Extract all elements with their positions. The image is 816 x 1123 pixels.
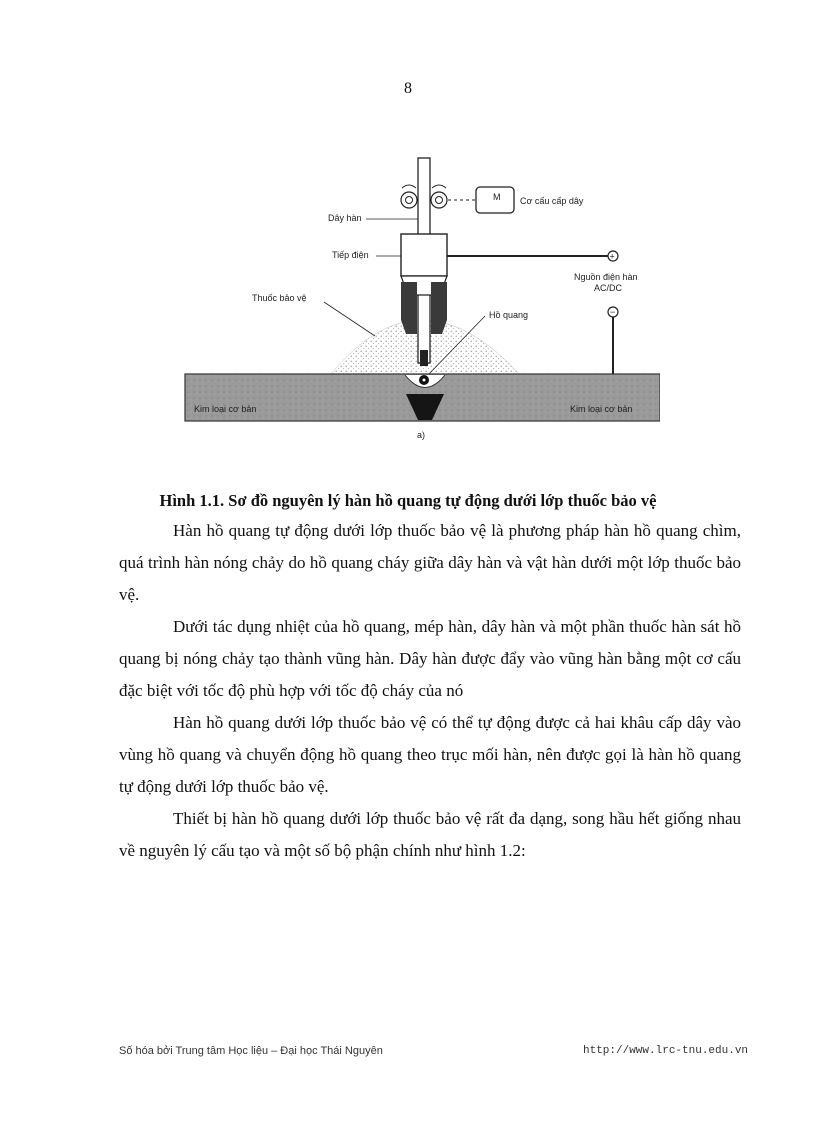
feed-mechanism-label: Cơ cấu cấp dây: [520, 196, 584, 206]
welding-diagram: [180, 150, 660, 460]
sub-figure-label: a): [417, 430, 426, 440]
svg-text:−: −: [610, 307, 616, 317]
paragraph: Hàn hồ quang tự động dưới lớp thuốc bảo vệ là phương pháp hàn hồ quang chìm, quá trình hàn nóng chảy do hồ quang cháy giữa dây hàn và vật hàn dưới một lớp thuốc bảo vệ.: [119, 521, 741, 604]
svg-text:+: +: [609, 251, 615, 262]
base-metal-left-label: Kim loại cơ bản: [194, 404, 257, 414]
page-number: 8: [404, 80, 412, 97]
figure-caption: Hình 1.1. Sơ đồ nguyên lý hàn hồ quang tự động dưới lớp thuốc bảo vệ: [159, 491, 657, 510]
paragraph: Thiết bị hàn hồ quang dưới lớp thuốc bảo vệ rất đa dạng, song hầu hết giống nhau về nguyên lý cấu tạo và một số bộ phận chính như hình 1.2:: [119, 809, 741, 860]
base-metal-right-label: Kim loại cơ bản: [570, 404, 633, 414]
wire-label: Dây hàn: [328, 213, 362, 223]
contact-tip: [401, 234, 447, 276]
paragraph: Hàn hồ quang dưới lớp thuốc bảo vệ có thể tự động được cả hai khâu cấp dây vào vùng hồ quang và chuyển động hồ quang theo trục mối hàn, nên được gọi là hàn hồ quang tự động dưới lớp thuốc bảo vệ.: [119, 713, 741, 796]
contact-tip-label: Tiếp điện: [332, 250, 369, 260]
footer-source: Số hóa bởi Trung tâm Học liệu – Đại học Thái Nguyên: [119, 1045, 383, 1057]
motor-label: M: [493, 192, 501, 202]
power-source-label: Nguồn điện hàn: [574, 272, 638, 282]
paragraph: Dưới tác dụng nhiệt của hồ quang, mép hàn, dây hàn và một phần thuốc hàn sát hồ quang bị nóng chảy tạo thành vũng hàn. Dây hàn được đẩy vào vũng hàn bằng một cơ cấu đặc biệt với tốc độ phù hợp với tốc độ cháy của nó: [119, 617, 741, 700]
arc-label: Hồ quang: [489, 310, 529, 320]
body-text: [119, 515, 741, 867]
power-source-type: AC/DC: [594, 283, 623, 293]
flux-nozzle: [401, 282, 417, 334]
flux-label: Thuốc bảo vệ: [252, 293, 307, 303]
footer-url: http://www.lrc-tnu.edu.vn: [583, 1045, 749, 1057]
